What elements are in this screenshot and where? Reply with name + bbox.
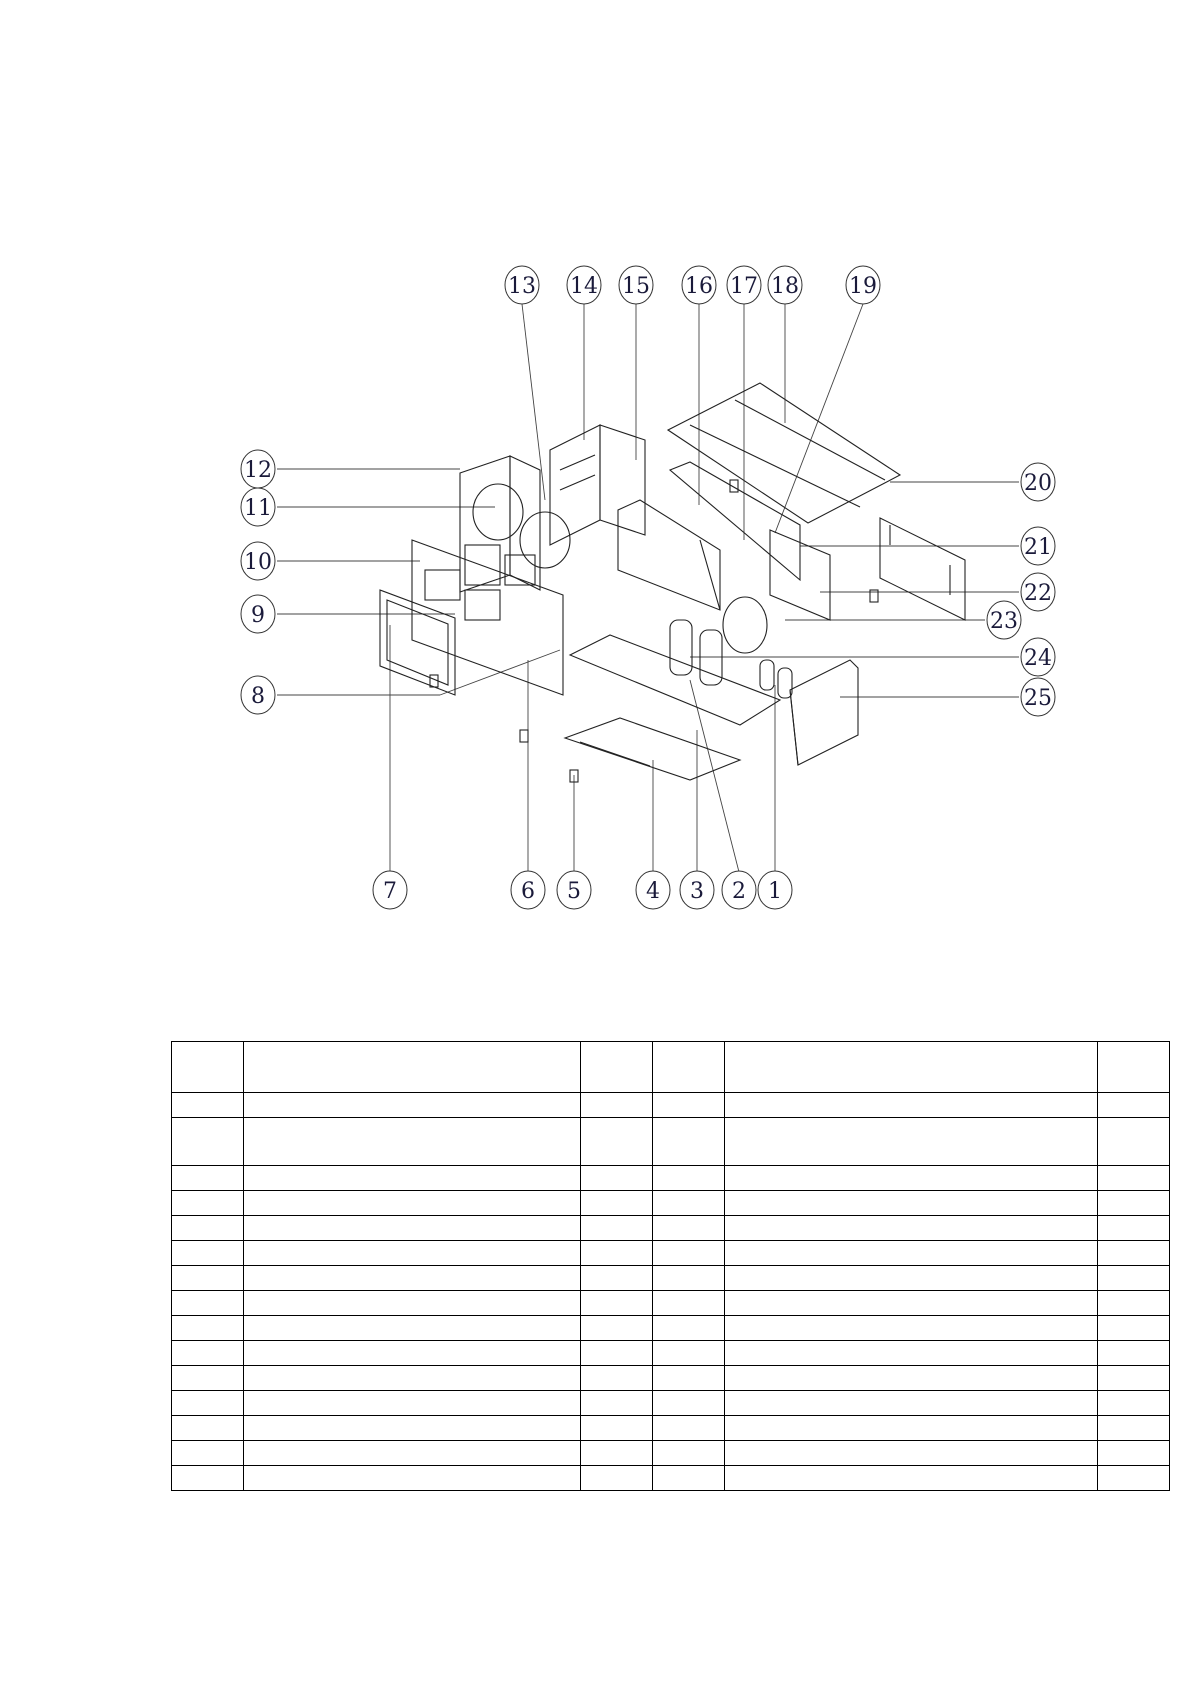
callout-6-label: 6 bbox=[521, 879, 535, 904]
table-cell bbox=[653, 1216, 725, 1241]
callout-23 bbox=[987, 601, 1021, 639]
table-cell bbox=[244, 1216, 581, 1241]
drawing bbox=[277, 304, 1019, 872]
table-cell bbox=[172, 1316, 244, 1341]
callout-14-label: 14 bbox=[570, 274, 598, 299]
callout-11-label: 11 bbox=[244, 496, 272, 521]
table-cell bbox=[244, 1266, 581, 1291]
callout-12-label: 12 bbox=[244, 458, 272, 483]
table-cell bbox=[653, 1316, 725, 1341]
callouts bbox=[241, 266, 1055, 909]
table-cell bbox=[1098, 1266, 1170, 1291]
table-cell bbox=[653, 1441, 725, 1466]
table-cell bbox=[581, 1366, 653, 1391]
table-row bbox=[172, 1341, 1170, 1366]
table-cell bbox=[1098, 1191, 1170, 1216]
table-cell bbox=[653, 1466, 725, 1491]
table-cell bbox=[1098, 1216, 1170, 1241]
table-cell bbox=[581, 1266, 653, 1291]
callout-25-label: 25 bbox=[1024, 686, 1052, 711]
callout-10 bbox=[241, 542, 275, 580]
access-panel bbox=[880, 518, 965, 620]
table-cell bbox=[1098, 1466, 1170, 1491]
callout-18 bbox=[768, 266, 802, 304]
callout-5-label: 5 bbox=[567, 879, 581, 904]
table-row bbox=[172, 1391, 1170, 1416]
table-cell bbox=[725, 1093, 1098, 1118]
table-row bbox=[172, 1118, 1170, 1166]
callout-13 bbox=[505, 266, 539, 304]
table-cell bbox=[244, 1166, 581, 1191]
table-cell bbox=[725, 1366, 1098, 1391]
callout-12 bbox=[241, 450, 275, 488]
callout-5 bbox=[557, 871, 591, 909]
table-row bbox=[172, 1441, 1170, 1466]
table-cell bbox=[725, 1316, 1098, 1341]
table-cell bbox=[244, 1291, 581, 1316]
callout-7-label: 7 bbox=[383, 879, 397, 904]
table-cell bbox=[244, 1416, 581, 1441]
table-row bbox=[172, 1191, 1170, 1216]
table-cell bbox=[1098, 1341, 1170, 1366]
table-cell bbox=[172, 1466, 244, 1491]
table-cell bbox=[172, 1216, 244, 1241]
callout-6 bbox=[511, 871, 545, 909]
callout-22-label: 22 bbox=[1024, 581, 1052, 606]
table-cell bbox=[244, 1391, 581, 1416]
table-cell bbox=[653, 1291, 725, 1316]
leader-19 bbox=[775, 304, 863, 533]
table-cell bbox=[244, 1118, 581, 1166]
callout-24-label: 24 bbox=[1024, 646, 1052, 671]
table-row bbox=[172, 1366, 1170, 1391]
callout-2-label: 2 bbox=[732, 879, 746, 904]
table-cell bbox=[581, 1341, 653, 1366]
callout-9-label: 9 bbox=[251, 603, 265, 628]
table-row bbox=[172, 1416, 1170, 1441]
table-cell bbox=[1098, 1316, 1170, 1341]
callout-11 bbox=[241, 488, 275, 526]
callout-24 bbox=[1021, 638, 1055, 676]
table-cell bbox=[172, 1291, 244, 1316]
callout-2 bbox=[722, 871, 756, 909]
table-header-row bbox=[172, 1042, 1170, 1093]
table-cell bbox=[1098, 1391, 1170, 1416]
table-cell bbox=[581, 1241, 653, 1266]
callout-21-label: 21 bbox=[1024, 535, 1052, 560]
compressors bbox=[670, 597, 792, 698]
table-cell bbox=[725, 1391, 1098, 1416]
table-cell bbox=[581, 1416, 653, 1441]
table-cell bbox=[725, 1291, 1098, 1316]
table-cell bbox=[172, 1441, 244, 1466]
table-cell bbox=[653, 1391, 725, 1416]
table-cell bbox=[244, 1466, 581, 1491]
table-cell bbox=[1098, 1441, 1170, 1466]
callout-20 bbox=[1021, 463, 1055, 501]
table-cell bbox=[172, 1093, 244, 1118]
table-cell bbox=[1098, 1416, 1170, 1441]
table-cell bbox=[244, 1093, 581, 1118]
callout-23-label: 23 bbox=[990, 609, 1018, 634]
table-cell bbox=[1098, 1291, 1170, 1316]
callout-18-label: 18 bbox=[771, 274, 799, 299]
callout-20-label: 20 bbox=[1024, 471, 1052, 496]
table-cell bbox=[725, 1341, 1098, 1366]
table-cell bbox=[1098, 1042, 1170, 1093]
table-cell bbox=[244, 1241, 581, 1266]
parts-table-body bbox=[172, 1042, 1170, 1491]
table-cell bbox=[653, 1266, 725, 1291]
table-cell bbox=[581, 1216, 653, 1241]
table-cell bbox=[581, 1191, 653, 1216]
table-cell bbox=[725, 1042, 1098, 1093]
table-cell bbox=[1098, 1166, 1170, 1191]
brackets bbox=[430, 480, 878, 782]
electric-box bbox=[790, 660, 858, 765]
table-row bbox=[172, 1166, 1170, 1191]
callout-3 bbox=[680, 871, 714, 909]
table-cell bbox=[581, 1441, 653, 1466]
table-cell bbox=[653, 1191, 725, 1216]
callout-7 bbox=[373, 871, 407, 909]
table-cell bbox=[172, 1241, 244, 1266]
callout-19 bbox=[846, 266, 880, 304]
table-row bbox=[172, 1316, 1170, 1341]
callout-4 bbox=[636, 871, 670, 909]
table-cell bbox=[581, 1042, 653, 1093]
table-cell bbox=[653, 1241, 725, 1266]
table-cell bbox=[653, 1366, 725, 1391]
table-cell bbox=[725, 1191, 1098, 1216]
table-cell bbox=[581, 1391, 653, 1416]
callout-9 bbox=[241, 595, 275, 633]
callout-16 bbox=[682, 266, 716, 304]
table-cell bbox=[244, 1316, 581, 1341]
table-cell bbox=[725, 1441, 1098, 1466]
table-row bbox=[172, 1466, 1170, 1491]
table-cell bbox=[244, 1341, 581, 1366]
table-cell bbox=[1098, 1241, 1170, 1266]
callout-10-label: 10 bbox=[244, 550, 272, 575]
callout-15-label: 15 bbox=[622, 274, 650, 299]
table-cell bbox=[1098, 1118, 1170, 1166]
table-cell bbox=[172, 1042, 244, 1093]
table-cell bbox=[172, 1416, 244, 1441]
table-cell bbox=[172, 1391, 244, 1416]
callout-14 bbox=[567, 266, 601, 304]
table-cell bbox=[653, 1416, 725, 1441]
table-cell bbox=[244, 1042, 581, 1093]
callout-3-label: 3 bbox=[690, 879, 704, 904]
table-cell bbox=[653, 1093, 725, 1118]
partition-panel bbox=[550, 425, 645, 545]
table-row bbox=[172, 1241, 1170, 1266]
table-row bbox=[172, 1093, 1170, 1118]
table-cell bbox=[725, 1166, 1098, 1191]
table-cell bbox=[725, 1416, 1098, 1441]
callout-16-label: 16 bbox=[685, 274, 713, 299]
table-cell bbox=[172, 1166, 244, 1191]
table-row bbox=[172, 1266, 1170, 1291]
table-cell bbox=[1098, 1093, 1170, 1118]
table-cell bbox=[653, 1341, 725, 1366]
table-cell bbox=[653, 1166, 725, 1191]
table-cell bbox=[172, 1191, 244, 1216]
callout-22 bbox=[1021, 573, 1055, 611]
table-cell bbox=[653, 1118, 725, 1166]
callout-4-label: 4 bbox=[646, 879, 660, 904]
table-row bbox=[172, 1291, 1170, 1316]
table-cell bbox=[244, 1191, 581, 1216]
callout-8 bbox=[241, 676, 275, 714]
table-cell bbox=[725, 1266, 1098, 1291]
leader-13 bbox=[522, 304, 545, 500]
callout-17 bbox=[727, 266, 761, 304]
callout-21 bbox=[1021, 527, 1055, 565]
callout-13-label: 13 bbox=[508, 274, 536, 299]
table-cell bbox=[725, 1241, 1098, 1266]
callout-17-label: 17 bbox=[730, 274, 758, 299]
table-cell bbox=[172, 1366, 244, 1391]
callout-19-label: 19 bbox=[849, 274, 877, 299]
table-cell bbox=[244, 1366, 581, 1391]
table-cell bbox=[653, 1042, 725, 1093]
table-cell bbox=[725, 1118, 1098, 1166]
table-cell bbox=[172, 1341, 244, 1366]
table-cell bbox=[1098, 1366, 1170, 1391]
table-cell bbox=[581, 1466, 653, 1491]
table-cell bbox=[725, 1216, 1098, 1241]
table-cell bbox=[172, 1118, 244, 1166]
top-cover-panel bbox=[668, 383, 900, 523]
callout-1 bbox=[758, 871, 792, 909]
table-cell bbox=[581, 1093, 653, 1118]
callout-8-label: 8 bbox=[251, 684, 265, 709]
table-cell bbox=[581, 1118, 653, 1166]
callout-1-label: 1 bbox=[768, 879, 782, 904]
table-cell bbox=[581, 1316, 653, 1341]
callout-15 bbox=[619, 266, 653, 304]
table-cell bbox=[581, 1166, 653, 1191]
blower-assembly bbox=[460, 456, 570, 592]
parts-table bbox=[171, 1041, 1170, 1491]
table-cell bbox=[581, 1291, 653, 1316]
table-row bbox=[172, 1216, 1170, 1241]
table-cell bbox=[725, 1466, 1098, 1491]
leader-lines bbox=[277, 304, 1019, 872]
table-cell bbox=[244, 1441, 581, 1466]
callout-25 bbox=[1021, 678, 1055, 716]
table-cell bbox=[172, 1266, 244, 1291]
